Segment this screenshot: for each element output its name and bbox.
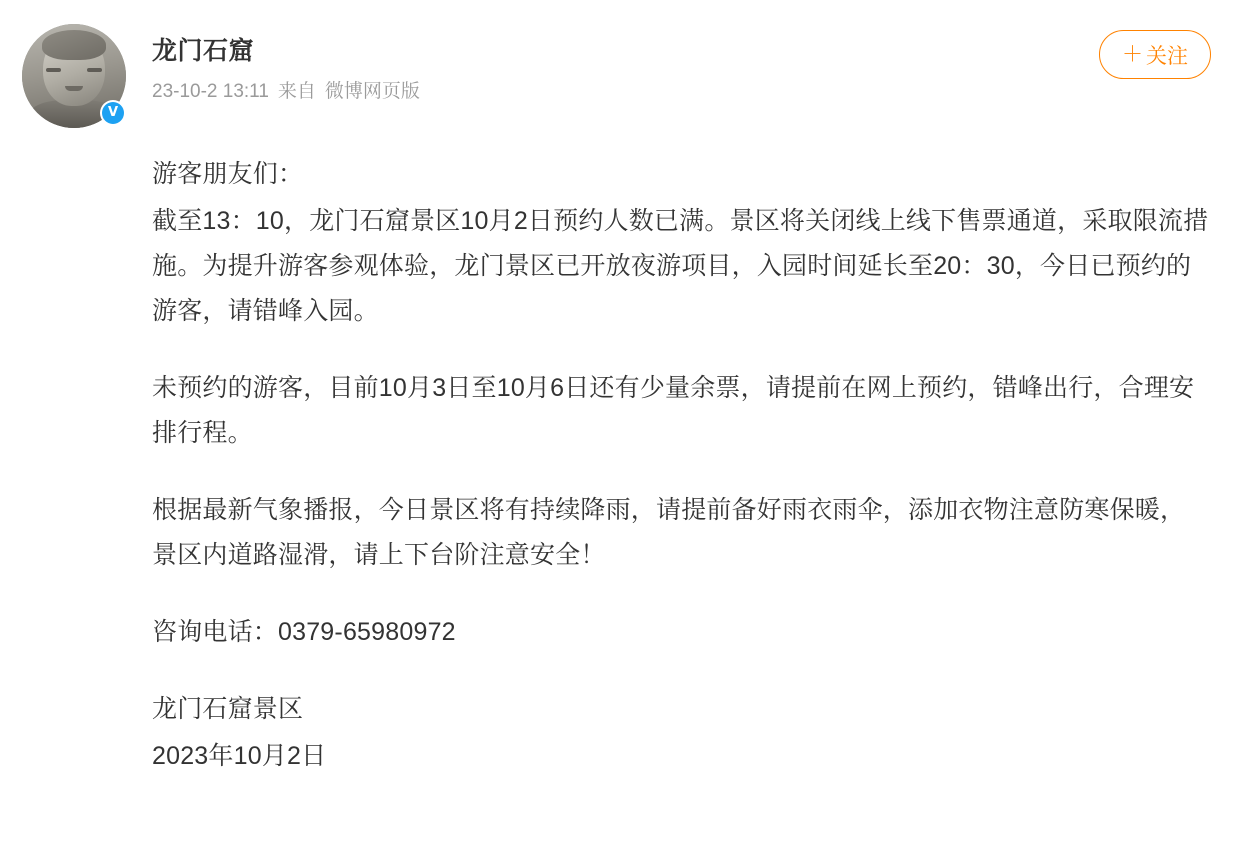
post-content (152, 152, 1217, 779)
post-signature-date: 2023年10月2日 (152, 742, 327, 770)
author-nickname[interactable]: 龙门石窟 (152, 37, 255, 65)
post-contact-phone: 咨询电话：0379-65980972 (152, 618, 456, 646)
post-meta (152, 79, 420, 105)
author-info (152, 22, 420, 105)
post-greeting: 游客朋友们： (152, 160, 304, 188)
verified-badge-icon (100, 100, 126, 126)
post-paragraph-2: 未预约的游客，目前10月3日至10月6日还有少量余票，请提前在网上预约，错峰出行，合理安排行程。 (152, 374, 1195, 447)
plus-icon: ＋ (1122, 43, 1143, 66)
follow-button[interactable] (1099, 30, 1211, 79)
statue-mouth-shape (65, 86, 83, 91)
statue-right-eye-shape (87, 68, 102, 72)
avatar[interactable] (22, 24, 126, 128)
post-paragraph-1: 截至13：10，龙门石窟景区10月2日预约人数已满。景区将关闭线上线下售票通道，采取限流措施。为提升游客参观体验，龙门景区已开放夜游项目，入园时间延长至20：30，今日已预约的游客，请错峰入园。 (152, 207, 1209, 325)
post-source-value[interactable]: 微博网页版 (324, 81, 420, 102)
statue-left-eye-shape (46, 68, 61, 72)
post-source-label: 来自 (277, 81, 316, 102)
post-signature-name: 龙门石窟景区 (152, 695, 304, 723)
post-timestamp[interactable]: 23-10-2 13:11 (152, 81, 269, 102)
post-header (18, 22, 1217, 128)
statue-hair-shape (42, 30, 106, 60)
follow-button-label: 关注 (1146, 44, 1188, 68)
post-paragraph-3: 根据最新气象播报，今日景区将有持续降雨，请提前备好雨衣雨伞，添加衣物注意防寒保暖，景区内道路湿滑，请上下台阶注意安全！ (152, 496, 1186, 569)
verified-badge-letter: V (102, 102, 124, 124)
